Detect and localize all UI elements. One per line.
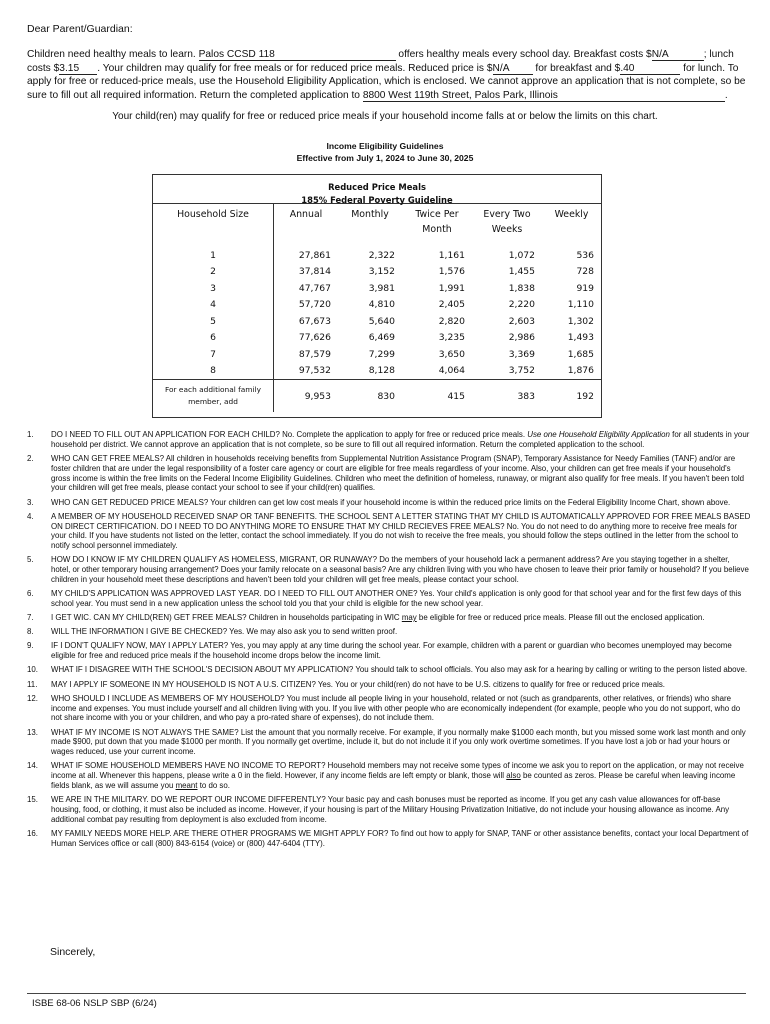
monthly-cell: 3,152 xyxy=(368,266,395,278)
intro-text-3: ; lunch costs $ xyxy=(27,49,734,74)
intro-paragraph xyxy=(27,48,749,102)
household-size-cell: 6 xyxy=(153,330,274,347)
table-row xyxy=(153,247,601,264)
faq-text-part: WHAT IF SOME HOUSEHOLD MEMBERS HAVE NO INCOME TO REPORT? Household members may not receive some types of income we ask you to report on the application, or may not receive income at all. Whenever this happens, please write a 0 in the field. However, if any income fields are left empty or blank, those will xyxy=(51,761,744,781)
faq-number: 11. xyxy=(27,679,38,689)
faq-number: 3. xyxy=(27,497,34,507)
faq-text-part: I GET WIC. CAN MY CHILD(REN) GET FREE MEALS? Children in households participating in WIC xyxy=(51,613,402,623)
faq-text xyxy=(51,613,751,623)
annual-cell: 97,532 xyxy=(298,365,331,377)
header-annual: Annual xyxy=(289,209,323,220)
faq-text xyxy=(51,498,751,508)
faq-text-part: MAY I APPLY IF SOMEONE IN MY HOUSEHOLD IS NOT A U.S. CITIZEN? Yes. You or your child(ren) do not have to be U.S. citizens to qualify for free or reduced price meals. xyxy=(51,679,665,689)
faq-text xyxy=(51,795,751,824)
intro-text-4: . Your children may qualify for free meals or for reduced price meals. Reduced price is $ xyxy=(97,62,493,74)
header-monthly: Monthly xyxy=(351,209,389,220)
faq-item xyxy=(27,761,751,790)
faq-text-part: be counted as zeros. Please be careful when leaving income fields blank, as we will assume you xyxy=(51,771,736,790)
faq-number: 1. xyxy=(27,430,34,439)
faq-text-part: WHAT IF MY INCOME IS NOT ALWAYS THE SAME? List the amount that you normally receive. For example, if you normally make $1000 each month, but you missed some work last month and only made $900, put down that you made $1000 per month. If you normally get overtime, include it, but do not include it if you only work overtime sometimes. If you have lost a job or had your hours or wages reduced, use your current income. xyxy=(51,727,746,757)
table-row xyxy=(153,346,601,363)
header-weekly: Weekly xyxy=(554,209,589,220)
faq-text-part: WE ARE IN THE MILITARY. DO WE REPORT OUR INCOME DIFFERENTLY? Your basic pay and cash bonuses must be reported as income. If you get any cash value allowances for off-base housing, food, or clothing, it must also be included as income. However, if your housing is part of the Military Housing Privatization Initiative, do not include your housing allowance as income. Any additional combat pay resulting from deployment is also excluded from income. xyxy=(51,795,730,824)
faq-item xyxy=(27,627,751,637)
household-size-cell: 3 xyxy=(153,280,274,297)
weekly-cell: 1,876 xyxy=(567,365,594,377)
faq-text-part: DO I NEED TO FILL OUT AN APPLICATION FOR EACH CHILD? No. Complete the application to apply for free or reduced price meals. xyxy=(51,430,528,439)
income-table-grid xyxy=(153,204,601,412)
guidelines-heading xyxy=(0,140,770,164)
annual-cell: 57,720 xyxy=(298,299,331,311)
twice-per-month-cell: 4,064 xyxy=(438,365,465,377)
faq-item xyxy=(27,728,751,757)
twice-per-month-cell: 3,235 xyxy=(438,332,465,344)
weekly-cell: 1,493 xyxy=(567,332,594,344)
annual-cell: 87,579 xyxy=(298,348,331,360)
faq-text xyxy=(51,555,751,584)
faq-number: 6. xyxy=(27,589,34,599)
faq-text-part: to do so. xyxy=(197,780,230,790)
every-two-weeks-cell: 1,455 xyxy=(508,266,535,278)
faq-text-part: MY CHILD'S APPLICATION WAS APPROVED LAST YEAR. DO I NEED TO FILL OUT ANOTHER ONE? Yes. Your child's application is only good for that school year and for the first few days of this school year. You must send in a new application unless the school told you that your child is eligible for the new school year. xyxy=(51,589,742,608)
return-address-field: 8800 West 119th Street, Palos Park, Illinois xyxy=(363,90,725,102)
weekly-cell: 1,110 xyxy=(567,299,594,311)
weekly-cell: 536 xyxy=(576,249,594,261)
faq-text-part: WHAT IF I DISAGREE WITH THE SCHOOL'S DECISION ABOUT MY APPLICATION? You should talk to school officials. You also may ask for a hearing by calling or writing to the person listed above. xyxy=(51,665,748,675)
header-household-size: Household Size xyxy=(153,204,274,240)
faq-number: 4. xyxy=(27,511,34,521)
table-subtitle: 185% Federal Poverty Guideline xyxy=(301,195,453,205)
faq-number: 14. xyxy=(27,761,38,771)
faq-item xyxy=(27,589,751,609)
weekly-cell: 919 xyxy=(576,282,594,294)
household-size-cell: 1 xyxy=(153,247,274,264)
additional-annual: 9,953 xyxy=(274,380,339,413)
every-two-weeks-cell: 2,220 xyxy=(508,299,535,311)
annual-cell: 77,626 xyxy=(298,332,331,344)
household-size-cell: 4 xyxy=(153,297,274,314)
additional-member-label: For each additional family member, add xyxy=(153,380,274,413)
faq-item xyxy=(27,613,751,623)
faq-item xyxy=(27,829,751,849)
faq-number: 12. xyxy=(27,693,38,703)
faq-item xyxy=(27,454,751,493)
every-two-weeks-cell: 1,072 xyxy=(508,249,535,261)
intro-text-5: for breakfast and $ xyxy=(532,62,621,74)
table-header-row xyxy=(153,204,601,240)
faq-text xyxy=(51,589,751,609)
faq-number: 10. xyxy=(27,665,38,675)
reduced-breakfast-field: N/A xyxy=(493,63,533,75)
every-two-weeks-cell: 2,986 xyxy=(508,332,535,344)
form-footer: ISBE 68-06 NSLP SBP (6/24) xyxy=(32,998,157,1009)
faq-number: 2. xyxy=(27,453,34,463)
faq-item xyxy=(27,512,751,551)
faq-text xyxy=(51,829,751,849)
lunch-cost-field: 3.15 xyxy=(59,63,97,75)
faq-text xyxy=(51,430,751,450)
monthly-cell: 8,128 xyxy=(368,365,395,377)
faq-item xyxy=(27,498,751,508)
breakfast-cost-field: N/A xyxy=(652,49,704,61)
table-title: Reduced Price Meals xyxy=(328,182,426,192)
monthly-cell: 4,810 xyxy=(368,299,395,311)
table-row xyxy=(153,313,601,330)
table-row xyxy=(153,363,601,380)
monthly-cell: 7,299 xyxy=(368,348,395,360)
faq-text xyxy=(51,454,751,493)
qualify-statement: Your child(ren) may qualify for free or reduced price meals if your household income falls at or below the limits on this chart. xyxy=(112,111,658,122)
table-row xyxy=(153,280,601,297)
faq-number: 5. xyxy=(27,555,34,565)
intro-text-2: offers healthy meals every school day. Breakfast costs $ xyxy=(395,49,652,60)
faq-underlined: also xyxy=(506,771,521,781)
faq-number: 9. xyxy=(27,641,34,651)
annual-cell: 67,673 xyxy=(298,315,331,327)
household-size-cell: 5 xyxy=(153,313,274,330)
faq-item xyxy=(27,665,751,675)
intro-text-7: . xyxy=(724,89,728,101)
faq-text-part: WHO SHOULD I INCLUDE AS MEMBERS OF MY HOUSEHOLD? You must include all people living in your household, related or not (such as grandparents, other relatives, or friends) who share income and expenses. You must include yourself and all children living with you. If you live with other people who are economically independent (for example, people who you do not support, who do not share income with you or your children, and who pay a pro-rated share of expenses), do not include them. xyxy=(51,693,741,723)
faq-item xyxy=(27,680,751,690)
faq-emphasis: Use one Household Eligibility Application xyxy=(527,430,670,439)
table-row xyxy=(153,297,601,314)
monthly-cell: 2,322 xyxy=(368,249,395,261)
faq-text xyxy=(51,665,751,675)
every-two-weeks-cell: 3,369 xyxy=(508,348,535,360)
household-size-cell: 2 xyxy=(153,264,274,281)
faq-text xyxy=(51,728,751,757)
faq-text xyxy=(51,627,751,637)
faq-text-part: MY FAMILY NEEDS MORE HELP. ARE THERE OTHER PROGRAMS WE MIGHT APPLY FOR? To find out how to apply for SNAP, TANF or other assistance benefits, contact your local Department of Human Services office or call (800) 843-6154 (voice) or (800) 447-6404 (TTY). xyxy=(51,828,749,848)
closing: Sincerely, xyxy=(50,946,96,958)
faq-number: 15. xyxy=(27,795,38,805)
household-size-cell: 8 xyxy=(153,363,274,380)
monthly-cell: 5,640 xyxy=(368,315,395,327)
twice-per-month-cell: 1,161 xyxy=(438,249,465,261)
faq-text xyxy=(51,512,751,551)
intro-text-6: for lunch. To apply for free or reduced-price meals, use the Household Eligibility Application, which is enclosed. We cannot approve an application that is not complete, so be sure to fill out all required information. Return the completed application to xyxy=(27,62,746,101)
faq-text-part: IF I DON'T QUALIFY NOW, MAY I APPLY LATER? Yes, you may apply at any time during the school year. For example, children with a parent or guardian who becomes unemployed may become eligible for free and reduced price meals if the household income drops below the income limit. xyxy=(51,641,732,661)
faq-text xyxy=(51,680,751,690)
additional-twice: 415 xyxy=(402,380,472,413)
twice-per-month-cell: 3,650 xyxy=(438,348,465,360)
faq-item xyxy=(27,694,751,723)
monthly-cell: 6,469 xyxy=(368,332,395,344)
table-row xyxy=(153,264,601,281)
faq-number: 7. xyxy=(27,613,34,623)
faq-underlined: meant xyxy=(175,780,198,790)
faq-text-part: A MEMBER OF MY HOUSEHOLD RECEIVED SNAP OR TANF BENEFITS. THE SCHOOL SENT A LETTER STATING THAT MY CHILD IS AUTOMATICALLY APPROVED FOR FREE MEALS BASED ON DIRECT CERTIFICATION. DO I NEED TO DO ANYTHING MORE TO ENSURE THAT MY CHILD RECIEVES FREE MEALS? No. You do not need to do anything more to receive free meals for your child. If you have students not listed on the letter, contact the school immediately. If you do not wish to receive the free meals, you should follow the steps outlined in the letter from the school to notify school personnel immediately. xyxy=(51,511,751,551)
additional-monthly: 830 xyxy=(338,380,402,413)
every-two-weeks-cell: 2,603 xyxy=(508,315,535,327)
table-row xyxy=(153,330,601,347)
faq-text-part: be eligible for free or reduced price meals. Please fill out the enclosed application. xyxy=(416,613,705,623)
annual-cell: 27,861 xyxy=(298,249,331,261)
guidelines-effective-dates: Effective from July 1, 2024 to June 30, 2025 xyxy=(296,153,474,163)
salutation: Dear Parent/Guardian: xyxy=(27,23,133,35)
annual-cell: 47,767 xyxy=(298,282,331,294)
reduced-lunch-field: .40 xyxy=(620,63,680,75)
additional-biweekly: 383 xyxy=(472,380,542,413)
table-spacer-row xyxy=(153,240,601,247)
guidelines-title: Income Eligibility Guidelines xyxy=(326,141,444,151)
monthly-cell: 3,981 xyxy=(368,282,395,294)
faq-underlined: may xyxy=(401,613,417,623)
header-every-two-weeks: Every Two Weeks xyxy=(483,209,531,235)
faq-text-part: WHO CAN GET REDUCED PRICE MEALS? Your children can get low cost meals if your household income is within the reduced price limits on the Federal Eligibility Income Chart, shown above. xyxy=(51,497,731,507)
faq-number: 13. xyxy=(27,727,38,737)
faq-number: 16. xyxy=(27,828,38,838)
header-twice-per-month: Twice Per Month xyxy=(415,209,459,235)
twice-per-month-cell: 1,576 xyxy=(438,266,465,278)
footer-divider xyxy=(27,993,746,994)
faq-text xyxy=(51,761,751,790)
every-two-weeks-cell: 1,838 xyxy=(508,282,535,294)
every-two-weeks-cell: 3,752 xyxy=(508,365,535,377)
twice-per-month-cell: 2,405 xyxy=(438,299,465,311)
faq-item xyxy=(27,555,751,584)
faq-item xyxy=(27,795,751,824)
weekly-cell: 728 xyxy=(576,266,594,278)
faq-list xyxy=(27,430,751,853)
faq-text-part: WHO CAN GET FREE MEALS? All children in households receiving benefits from Supplemental Nutrition Assistance Program (SNAP), Temporary Assistance for Needy Families (TANF) and/or are foster children that are under the legal responsibility of a foster care agency or court are eligible for free meals regardless of your income. Also, your children can get free meals if your household's gross income is within the free limits on the Federal Income Eligibility Guidelines. Children who meet the definition of homeless, runaway, or migrant also qualify for free meals. If you haven't been told your children will get free meals, please contact your school to see if your child(ren) qualifies. xyxy=(51,453,745,493)
faq-number: 8. xyxy=(27,627,34,637)
twice-per-month-cell: 2,820 xyxy=(438,315,465,327)
district-field: Palos CCSD 118 xyxy=(199,49,396,61)
faq-text-part: WILL THE INFORMATION I GIVE BE CHECKED? Yes. We may also ask you to send written proof. xyxy=(51,627,398,637)
intro-text-1: Children need healthy meals to learn. xyxy=(27,49,199,60)
faq-text-part: HOW DO I KNOW IF MY CHILDREN QUALIFY AS HOMELESS, MIGRANT, OR RUNAWAY? Do the members of your household lack a permanent address? Are you staying together in a shelter, hotel, or other temporary housing arrangement? Does your family relocate on a seasonal basis? Are any children living with you who have chosen to leave their prior family or household? If you believe children in your household meet these descriptions and haven't been told your children will get free meals, please contact your school. xyxy=(51,555,749,584)
table-body xyxy=(153,247,601,380)
household-size-cell: 7 xyxy=(153,346,274,363)
income-table xyxy=(152,174,602,418)
weekly-cell: 1,685 xyxy=(567,348,594,360)
faq-text xyxy=(51,694,751,723)
faq-text xyxy=(51,641,751,661)
annual-cell: 37,814 xyxy=(298,266,331,278)
table-title-block xyxy=(153,175,601,204)
faq-text-part: for all students in your household per district. We cannot approve an application that is not complete, so be sure to fill out all required information. Return the completed application to the school. xyxy=(51,430,750,449)
twice-per-month-cell: 1,991 xyxy=(438,282,465,294)
table-row-additional xyxy=(153,380,601,413)
weekly-cell: 1,302 xyxy=(567,315,594,327)
faq-item xyxy=(27,641,751,661)
faq-item xyxy=(27,430,751,450)
additional-weekly: 192 xyxy=(542,380,601,413)
